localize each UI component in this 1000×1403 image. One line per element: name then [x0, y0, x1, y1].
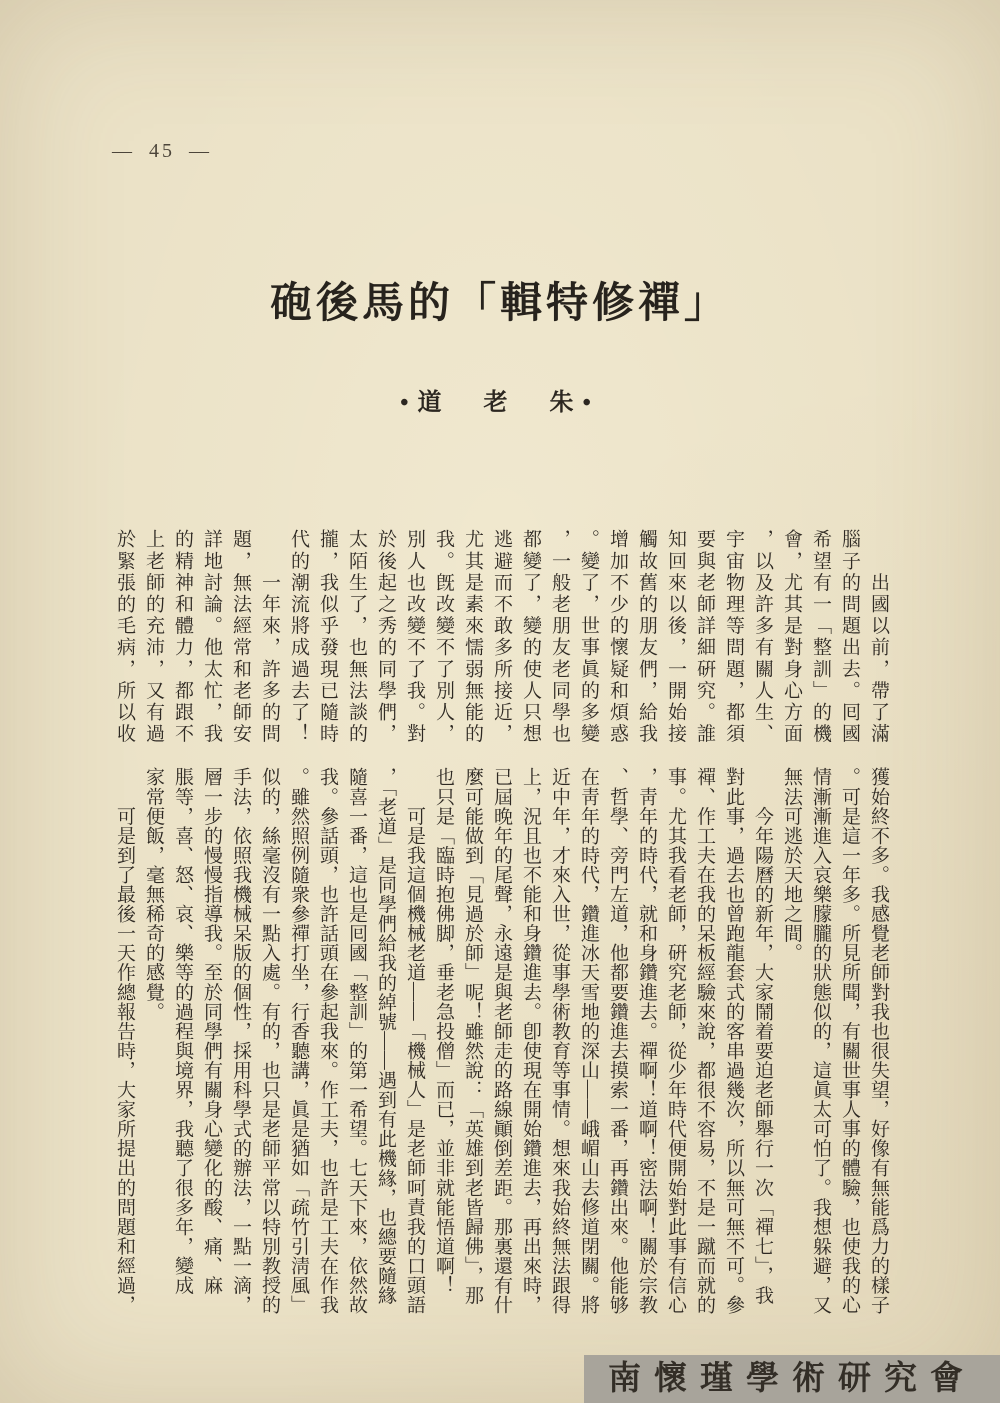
text-column: 。雖然照例隨衆參禪打坐，行香聽講，眞是猶如「疏竹引淸風」 [288, 767, 309, 1315]
text-column: 別人也改變不了我。對 [404, 529, 425, 745]
page-number: — 45 — [112, 140, 212, 162]
text-block-lower [110, 767, 893, 1316]
text-column: 會，尤其是對身心方面 [781, 529, 802, 745]
text-column: 脹等，喜、怒、哀、樂等的過程與境界，我聽了很多年，變成 [172, 767, 193, 1295]
text-block-upper [110, 529, 893, 747]
text-column: 要與老師詳細硏究。誰 [694, 529, 715, 745]
text-column: 代的潮流將成過去了！ [288, 529, 309, 745]
article-author: •道 老 朱• [400, 390, 600, 416]
text-column: 太陌生了，也無法談的 [346, 529, 367, 745]
text-column: 上老師的充沛，又有過 [143, 529, 164, 745]
text-column: 詳地討論。他太忙，我 [201, 529, 222, 745]
text-column: 在靑年的時代，鑽進冰天雪地的深山——峨嵋山去修道閉關。將 [578, 767, 599, 1315]
text-column: 無法可逃於天地之間。 [781, 767, 802, 963]
text-column: 也只是「臨時抱佛脚，垂老急投僧」而已，並非就能悟道啊！ [433, 767, 454, 1295]
article-title: 砲後馬的「輯特修禪」 [269, 281, 730, 327]
text-column: 。變了，世事眞的多變 [578, 529, 599, 745]
text-column: 尤其是素來懦弱無能的 [462, 529, 483, 745]
text-column: 似的，絲毫沒有一點入處。有的，也只是老師平常以特別教授的 [259, 767, 280, 1315]
text-column: 出國以前，帶了滿 [868, 529, 889, 745]
text-column: 逃避而不敢多所接近， [491, 529, 512, 745]
text-column: 今年陽曆的新年，大家鬧着要迫老師舉行一次「禪七」，我 [752, 767, 773, 1305]
text-column: ，靑年的時代，就和身鑽進去。禪啊！道啊！密法啊！關於宗教 [636, 767, 657, 1315]
text-column: 的精神和體力，都跟不 [172, 529, 193, 745]
text-column: 我。參話頭，也許話頭在參起我來。作工夫，也許是工夫在作我 [317, 767, 338, 1315]
text-column: 宇宙物理等問題，都須 [723, 529, 744, 745]
text-column: 家常便飯，毫無稀奇的感覺。 [143, 767, 164, 1022]
text-column: 層一步的慢慢指導我。至於同學們有關身心變化的酸、痛、麻 [201, 767, 222, 1295]
text-column: 可是到了最後一天作總報告時，大家所提出的問題和經過， [114, 767, 135, 1315]
text-column: 禪、作工夫在我的呆板經驗來說，都很不容易，不是一蹴而就的 [694, 767, 715, 1315]
text-column: ，一般老朋友老同學也 [549, 529, 570, 745]
text-column: 情漸漸進入哀樂朦朧的狀態似的，這眞太可怕了。我想躲避，又 [810, 767, 831, 1315]
text-column: 獲始終不多。我感覺老師對我也很失望，好像有無能爲力的樣子 [868, 767, 889, 1315]
text-column: 手法，依照我機械呆版的個性，採用科學式的辦法，一點一滴， [230, 767, 251, 1315]
text-column: ，以及許多有關人生、 [752, 529, 773, 745]
text-column: 題，無法經常和老師安 [230, 529, 251, 745]
text-column: 攏，我似乎發現已隨時 [317, 529, 338, 745]
watermark-stamp: 南懷瑾學術研究會 [584, 1355, 1000, 1403]
text-column: 於緊張的毛病，所以收 [114, 529, 135, 745]
text-column: 可是我這個機械老道——「機械人」是老師呵責我的口頭語 [404, 767, 425, 1315]
text-column: 上，況且也不能和身鑽進去。卽使現在開始鑽進去，再出來時， [520, 767, 541, 1315]
text-column: 觸故舊的朋友們，給我 [636, 529, 657, 745]
text-column: 於後起之秀的同學們， [375, 529, 396, 745]
text-column: 增加不少的懷疑和煩惑 [607, 529, 628, 745]
text-column: 都變了，變的使人只想 [520, 529, 541, 745]
text-column: 麼可能做到「見過於師」呢！雖然說：「英雄到老皆歸佛」，那 [462, 767, 483, 1305]
text-column: 知回來以後，一開始接 [665, 529, 686, 745]
text-column: 一年來，許多的問 [259, 529, 280, 745]
text-column: 隨喜一番，這也是囘國「整訓」的第一希望。七天下來，依然故 [346, 767, 367, 1315]
text-column: 對此事，過去也曾跑龍套式的客串過幾次，所以無可無不可。參 [723, 767, 744, 1315]
text-column: ，「老道」是同學們給我的綽號——遇到有此機緣，也總要隨緣 [375, 767, 396, 1305]
text-column: 希望有一「整訓」的機 [810, 529, 831, 745]
text-column: 、哲學、旁門左道，他都要鑽進去摸索一番，再鑽出來。他能够 [607, 767, 628, 1315]
text-column: 我。旣改變不了別人， [433, 529, 454, 745]
text-column: 事。尤其我看老師，硏究老師，從少年時代便開始對此事有信心 [665, 767, 686, 1315]
text-column: 腦子的問題出去。囘國 [839, 529, 860, 745]
text-column: 。可是這一年多。所見所聞，有關世事人事的體驗，也使我的心 [839, 767, 860, 1315]
text-column: 已屆晚年的尾聲，永遠是與老師走的路線顚倒差距。那裏還有什 [491, 767, 512, 1315]
text-column: 近中年，才來入世，從事學術教育等事情。想來我始終無法跟得 [549, 767, 570, 1315]
